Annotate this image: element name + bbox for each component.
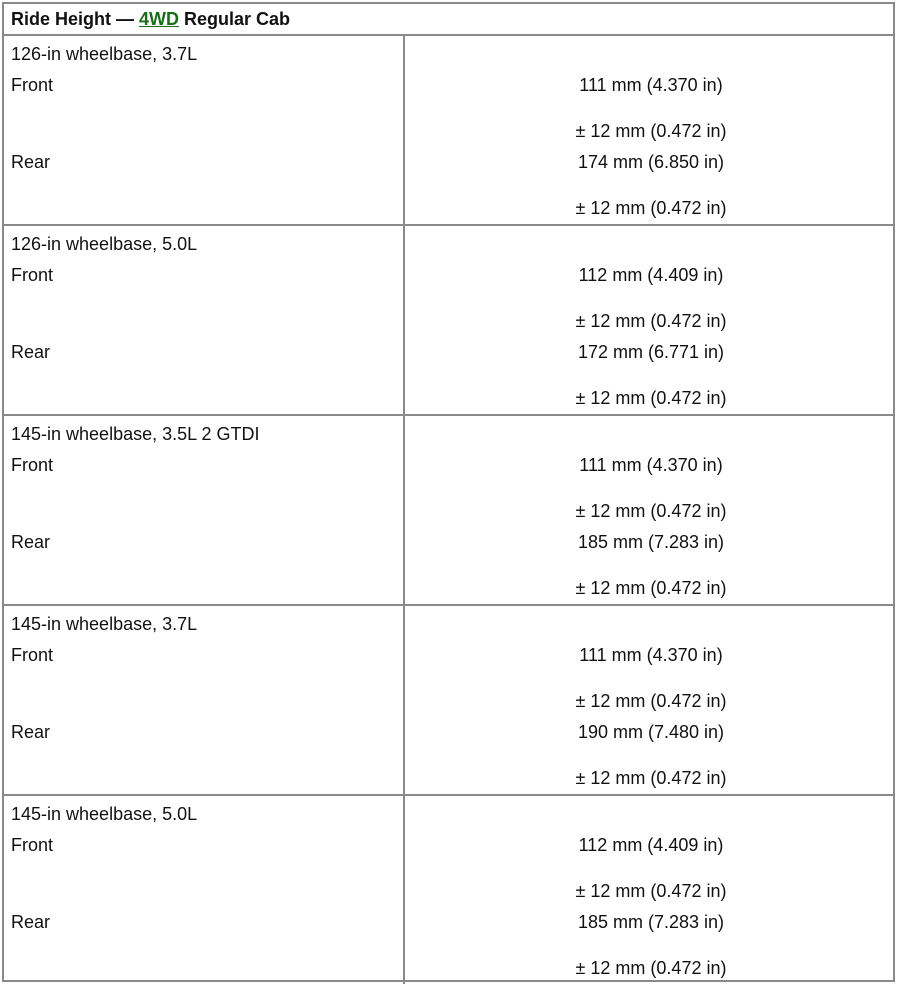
front-tolerance: ± 12 mm (0.472 in) [575, 691, 727, 711]
rear-tolerance: ± 12 mm (0.472 in) [575, 578, 727, 598]
group-title: 145-in wheelbase, 5.0L [11, 804, 198, 824]
rear-label: Rear [11, 342, 51, 362]
spec-group [4, 606, 893, 796]
rear-value: 172 mm (6.771 in) [577, 342, 725, 362]
front-value: 112 mm (4.409 in) [578, 835, 724, 855]
front-tolerance: ± 12 mm (0.472 in) [575, 501, 727, 521]
group-title: 145-in wheelbase, 3.7L [11, 614, 198, 634]
rear-value: 185 mm (7.283 in) [577, 532, 725, 552]
header-prefix: Ride Height — [11, 9, 140, 29]
rear-tolerance: ± 12 mm (0.472 in) [575, 198, 727, 218]
front-value: 111 mm (4.370 in) [579, 645, 723, 665]
rear-tolerance: ± 12 mm (0.472 in) [575, 958, 727, 978]
front-tolerance: ± 12 mm (0.472 in) [575, 121, 727, 141]
rear-label: Rear [11, 912, 51, 932]
front-value: 111 mm (4.370 in) [579, 455, 723, 475]
rear-label: Rear [11, 722, 51, 742]
front-label: Front [11, 75, 54, 95]
rear-value: 190 mm (7.480 in) [577, 722, 725, 742]
front-value: 111 mm (4.370 in) [579, 75, 723, 95]
4wd-link[interactable]: 4WD [139, 9, 180, 29]
ride-height-table [2, 2, 895, 982]
group-title: 126-in wheelbase, 3.7L [11, 44, 198, 64]
front-label: Front [11, 455, 54, 475]
front-tolerance: ± 12 mm (0.472 in) [575, 311, 727, 331]
table-header [4, 4, 893, 36]
spec-group [4, 226, 893, 416]
group-title: 145-in wheelbase, 3.5L 2 GTDI [11, 424, 260, 444]
rear-label: Rear [11, 532, 51, 552]
rear-tolerance: ± 12 mm (0.472 in) [575, 388, 727, 408]
rear-label: Rear [11, 152, 51, 172]
front-tolerance: ± 12 mm (0.472 in) [575, 881, 727, 901]
front-label: Front [11, 645, 54, 665]
rear-tolerance: ± 12 mm (0.472 in) [575, 768, 727, 788]
group-title: 126-in wheelbase, 5.0L [11, 234, 198, 254]
spec-group [4, 416, 893, 606]
spec-group [4, 796, 893, 984]
rear-value: 185 mm (7.283 in) [577, 912, 725, 932]
front-value: 112 mm (4.409 in) [578, 265, 724, 285]
front-label: Front [11, 835, 54, 855]
header-suffix: Regular Cab [179, 9, 291, 29]
spec-group [4, 36, 893, 226]
rear-value: 174 mm (6.850 in) [577, 152, 725, 172]
front-label: Front [11, 265, 54, 285]
